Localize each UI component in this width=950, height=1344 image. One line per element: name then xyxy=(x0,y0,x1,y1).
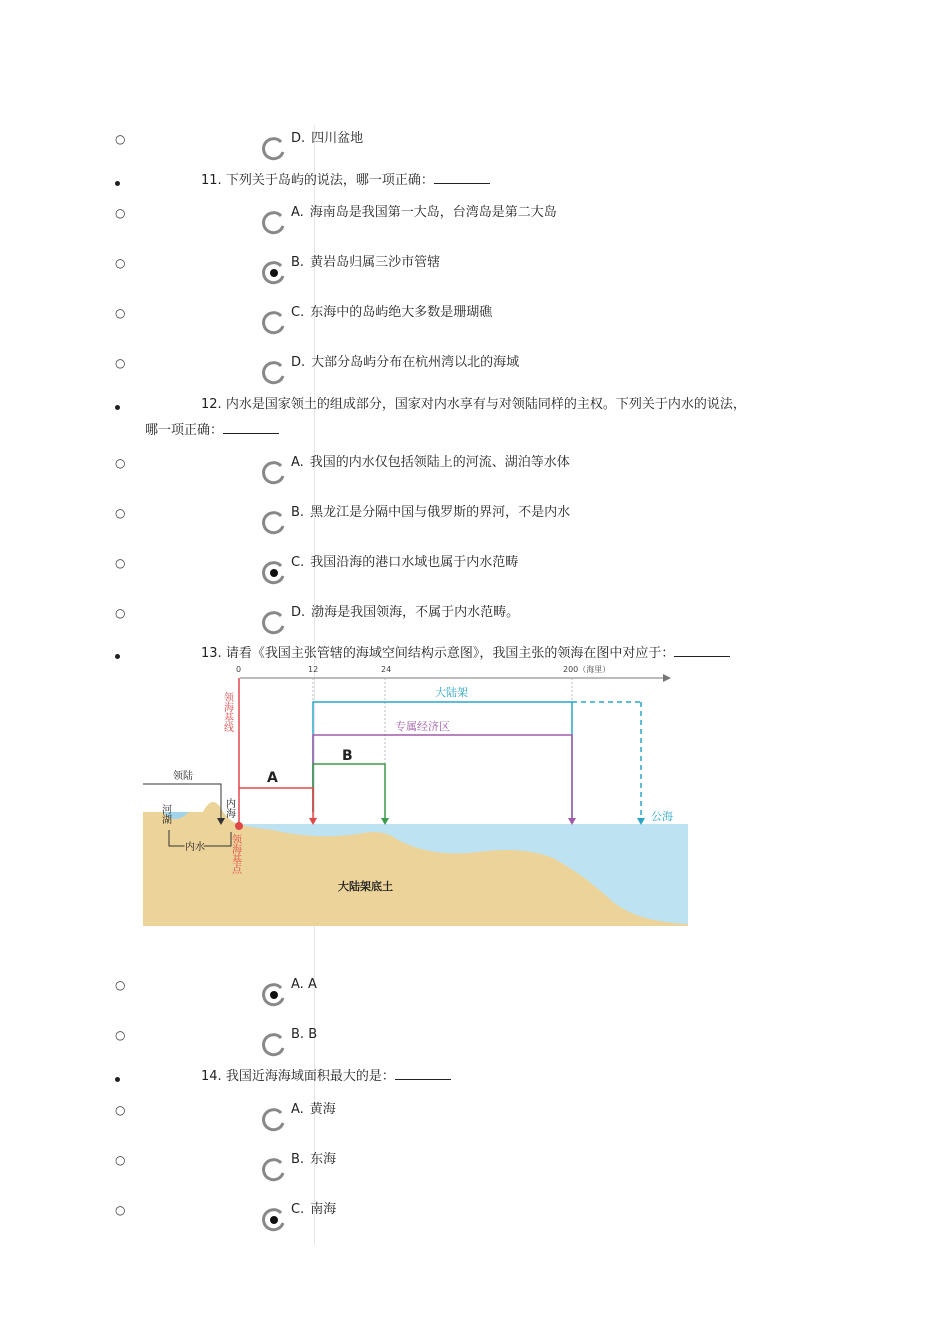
zone-a-label: A xyxy=(267,770,278,786)
radio-selected-icon[interactable] xyxy=(262,561,286,585)
sublist-bullet: ○ xyxy=(115,256,126,270)
radio-unselected-icon[interactable] xyxy=(262,137,286,161)
option-q14-a[interactable]: A. 黄海 xyxy=(291,1102,336,1117)
radio-unselected-icon[interactable] xyxy=(262,511,286,535)
radio-unselected-icon[interactable] xyxy=(262,1108,286,1132)
sublist-bullet: ○ xyxy=(115,606,126,620)
radio-unselected-icon[interactable] xyxy=(262,1158,286,1182)
tick-0: 0 xyxy=(236,665,242,674)
question-14: 14. 我国近海海域面积最大的是： xyxy=(201,1069,451,1085)
sublist-bullet: ○ xyxy=(115,1153,126,1167)
question-12-line1: 12. 内水是国家领土的组成部分，国家对内水享有与对领陆同样的主权。下列关于内水的说法， xyxy=(201,397,746,412)
option-q11-b[interactable]: B. 黄岩岛归属三沙市管辖 xyxy=(291,255,441,270)
option-q11-d[interactable]: D. 大部分岛屿分布在杭州湾以北的海域 xyxy=(291,355,520,370)
tick-24: 24 xyxy=(381,665,392,674)
eez-label: 专属经济区 xyxy=(395,720,450,733)
radio-unselected-icon[interactable] xyxy=(262,461,286,485)
radio-selected-icon[interactable] xyxy=(262,261,286,285)
shelf-soil-label: 大陆架底土 xyxy=(338,880,393,893)
land-label: 领陆 xyxy=(173,771,193,782)
question-13: 13. 请看《我国主张管辖的海域空间结构示意图》，我国主张的领海在图中对应于： xyxy=(201,646,730,662)
option-q12-d[interactable]: D. 渤海是我国领海，不属于内水范畴。 xyxy=(291,605,520,620)
arrow-a-icon xyxy=(309,818,317,825)
radio-unselected-icon[interactable] xyxy=(262,361,286,385)
question-12-line2: 哪一项正确： xyxy=(145,423,279,439)
list-bullet xyxy=(115,405,120,410)
high-seas-label: 公海 xyxy=(651,810,673,823)
list-bullet xyxy=(115,181,120,186)
sublist-bullet: ○ xyxy=(115,978,126,992)
option-q12-c[interactable]: C. 我国沿海的港口水域也属于内水范畴 xyxy=(291,555,519,570)
sublist-bullet: ○ xyxy=(115,1028,126,1042)
zone-a-line xyxy=(239,788,313,822)
zone-b-label: B xyxy=(342,748,353,764)
option-q10-d[interactable]: D. 四川盆地 xyxy=(291,131,364,146)
option-q12-b[interactable]: B. 黑龙江是分隔中国与俄罗斯的界河，不是内水 xyxy=(291,505,571,520)
internal-waters-label: 内水 xyxy=(185,842,205,853)
sublist-bullet: ○ xyxy=(115,1203,126,1217)
sublist-bullet: ○ xyxy=(115,556,126,570)
question-11: 11. 下列关于岛屿的说法，哪一项正确： xyxy=(201,173,490,189)
arrow-eez-icon xyxy=(568,818,576,825)
sublist-bullet: ○ xyxy=(115,356,126,370)
continental-shelf-label: 大陆架 xyxy=(435,686,468,699)
sublist-bullet: ○ xyxy=(115,506,126,520)
baseline-label: 领海基线 xyxy=(221,692,233,732)
radio-unselected-icon[interactable] xyxy=(262,211,286,235)
radio-unselected-icon[interactable] xyxy=(262,311,286,335)
option-q11-c[interactable]: C. 东海中的岛屿绝大多数是珊瑚礁 xyxy=(291,305,493,320)
sublist-bullet: ○ xyxy=(115,306,126,320)
arrow-high-seas-icon xyxy=(637,818,645,825)
option-q13-a[interactable]: A. A xyxy=(291,977,317,992)
river-lake-label: 河湖 xyxy=(159,804,171,824)
tick-200: 200（海里） xyxy=(563,665,611,674)
list-bullet xyxy=(115,1077,120,1082)
sublist-bullet: ○ xyxy=(115,456,126,470)
option-q14-b[interactable]: B. 东海 xyxy=(291,1152,337,1167)
tick-12: 12 xyxy=(308,665,319,674)
option-q12-a[interactable]: A. 我国的内水仅包括领陆上的河流、湖泊等水体 xyxy=(291,455,570,470)
base-point-dot xyxy=(235,822,243,830)
list-bullet xyxy=(115,654,120,659)
radio-unselected-icon[interactable] xyxy=(262,611,286,635)
axis-arrow-icon xyxy=(663,674,671,682)
radio-selected-icon[interactable] xyxy=(262,1208,286,1232)
option-q13-b[interactable]: B. B xyxy=(291,1027,318,1042)
option-q11-a[interactable]: A. 海南岛是我国第一大岛，台湾岛是第二大岛 xyxy=(291,205,557,220)
sublist-bullet: ○ xyxy=(115,1103,126,1117)
sublist-bullet: ○ xyxy=(115,132,126,146)
maritime-zones-diagram xyxy=(143,662,688,926)
zone-b-line xyxy=(313,764,385,822)
radio-selected-icon[interactable] xyxy=(262,983,286,1007)
radio-unselected-icon[interactable] xyxy=(262,1033,286,1057)
sublist-bullet: ○ xyxy=(115,206,126,220)
option-q14-c[interactable]: C. 南海 xyxy=(291,1202,337,1217)
inland-sea-label: 内海 xyxy=(223,798,235,818)
arrow-b-icon xyxy=(381,818,389,825)
base-point-label: 领海基点 xyxy=(229,834,241,874)
